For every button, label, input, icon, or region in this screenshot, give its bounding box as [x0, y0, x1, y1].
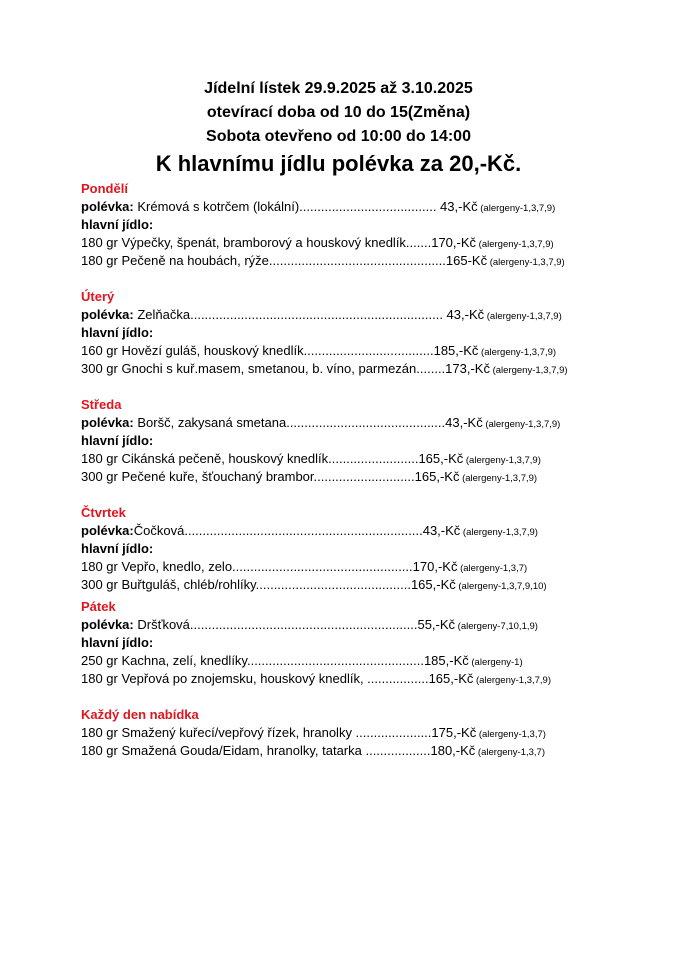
- allergens: (alergeny-1,3,7): [457, 563, 528, 574]
- dish-text: 180 gr Smažená Gouda/Eidam, hranolky, tatarka ..................180,-Kč: [81, 743, 476, 758]
- dish-row: [81, 652, 661, 670]
- soup-label: polévka:: [81, 307, 134, 322]
- soup-text: Boršč, zakysaná smetana............................................43,-Kč: [133, 415, 483, 430]
- allergens: (alergeny-1,3,7,9): [489, 365, 568, 376]
- soup-row: [81, 414, 661, 432]
- allergens: (alergeny-1,3,7,9,10): [455, 581, 547, 592]
- dish-row: [81, 724, 661, 742]
- dish-row: [81, 670, 661, 688]
- dish-row: [81, 468, 661, 486]
- dish-text: 180 gr Pečeně na houbách, rýže.................................................165-Kč: [81, 253, 488, 268]
- soup-row: [81, 306, 661, 324]
- allergens: (alergeny-1,3,7,9): [463, 455, 541, 466]
- dish-row: [81, 558, 661, 576]
- soup-label: polévka:: [81, 617, 134, 632]
- day-title-tuesday: Úterý: [81, 289, 115, 304]
- dish-text: 160 gr Hovězí guláš, houskový knedlík....................................185,-Kč: [81, 343, 479, 358]
- dish-text: 180 gr Vepřo, knedlo, zelo..................................................170,-Kč: [81, 559, 458, 574]
- dish-row: [81, 450, 661, 468]
- dish-row: [81, 742, 661, 760]
- soup-row: [81, 522, 661, 540]
- dish-row: [81, 234, 661, 252]
- menu-date-range: Jídelní lístek 29.9.2025 až 3.10.2025: [204, 80, 473, 97]
- dish-text: 180 gr Cikánská pečeně, houskový knedlík.........................165,-Kč: [81, 451, 464, 466]
- daily-offer-title: Každý den nabídka: [81, 707, 199, 722]
- soup-text: Zelňačka...................................................................... 43,-Kč: [133, 307, 485, 322]
- dish-text: 180 gr Vepřová po znojemsku, houskový knedlík, .................165,-Kč: [81, 671, 474, 686]
- allergens: (alergeny-1,3,7,9): [482, 419, 561, 430]
- dish-row: [81, 252, 661, 270]
- soup-row: [81, 198, 661, 216]
- dish-text: 180 gr Smažený kuřecí/vepřový řízek, hranolky .....................175,-Kč: [81, 725, 477, 740]
- allergens: (alergeny-7,10,1,9): [455, 621, 538, 632]
- allergens: (alergeny-1,3,7,9): [478, 347, 557, 358]
- allergens: (alergeny-1,3,7,9): [473, 675, 551, 686]
- dish-text: 300 gr Pečené kuře, šťouchaný brambor............................165,-Kč: [81, 469, 460, 484]
- day-title-monday: Pondělí: [81, 181, 128, 196]
- dish-row: [81, 360, 661, 378]
- dish-text: 300 gr Buřtguláš, chléb/rohlíky...........................................165,-Kč: [81, 577, 456, 592]
- allergens: (alergeny-1,3,7,9): [476, 239, 554, 250]
- main-dish-label: hlavní jídlo:: [81, 635, 154, 650]
- day-title-friday: Pátek: [81, 599, 116, 614]
- menu-body: [81, 180, 661, 760]
- opening-hours: otevírací doba od 10 do 15(Změna): [206, 104, 471, 121]
- dish-text: 180 gr Výpečky, špenát, bramborový a houskový knedlík.......170,-Kč: [81, 235, 477, 250]
- main-dish-label: hlavní jídlo:: [81, 217, 154, 232]
- soup-row: [81, 616, 661, 634]
- allergens: (alergeny-1,3,7,9): [460, 527, 538, 538]
- dish-text: 300 gr Gnochi s kuř.masem, smetanou, b. víno, parmezán........173,-Kč: [81, 361, 490, 376]
- day-title-wednesday: Středa: [81, 397, 122, 412]
- main-dish-label: hlavní jídlo:: [81, 325, 154, 340]
- soup-text: Dršťková...............................................................55,-Kč: [133, 617, 456, 632]
- soup-label: polévka:: [81, 523, 134, 538]
- day-title-thursday: Čtvrtek: [81, 505, 126, 520]
- soup-text: Čočková..................................................................43,-Kč: [133, 523, 461, 538]
- allergens: (alergeny-1,3,7,9): [459, 473, 538, 484]
- saturday-hours: Sobota otevřeno od 10:00 do 14:00: [206, 128, 471, 145]
- main-dish-label: hlavní jídlo:: [81, 541, 154, 556]
- soup-label: polévka:: [81, 415, 134, 430]
- allergens: (alergeny-1): [468, 657, 523, 668]
- allergens: (alergeny-1,3,7,9): [477, 203, 556, 214]
- allergens: (alergeny-1,3,7): [475, 747, 545, 758]
- main-dish-label: hlavní jídlo:: [81, 433, 154, 448]
- allergens: (alergeny-1,3,7): [476, 729, 546, 740]
- dish-text: 250 gr Kachna, zelí, knedlíky.................................................185,-Kč: [81, 653, 469, 668]
- dish-row: [81, 342, 661, 360]
- allergens: (alergeny-1,3,7,9): [484, 311, 562, 322]
- dish-row: [81, 576, 661, 594]
- soup-text: Krémová s kotrčem (lokální)...................................... 43,-Kč: [133, 199, 478, 214]
- soup-offer-headline: K hlavnímu jídlu polévka za 20,-Kč.: [155, 151, 522, 176]
- soup-label: polévka:: [81, 199, 134, 214]
- allergens: (alergeny-1,3,7,9): [487, 257, 565, 268]
